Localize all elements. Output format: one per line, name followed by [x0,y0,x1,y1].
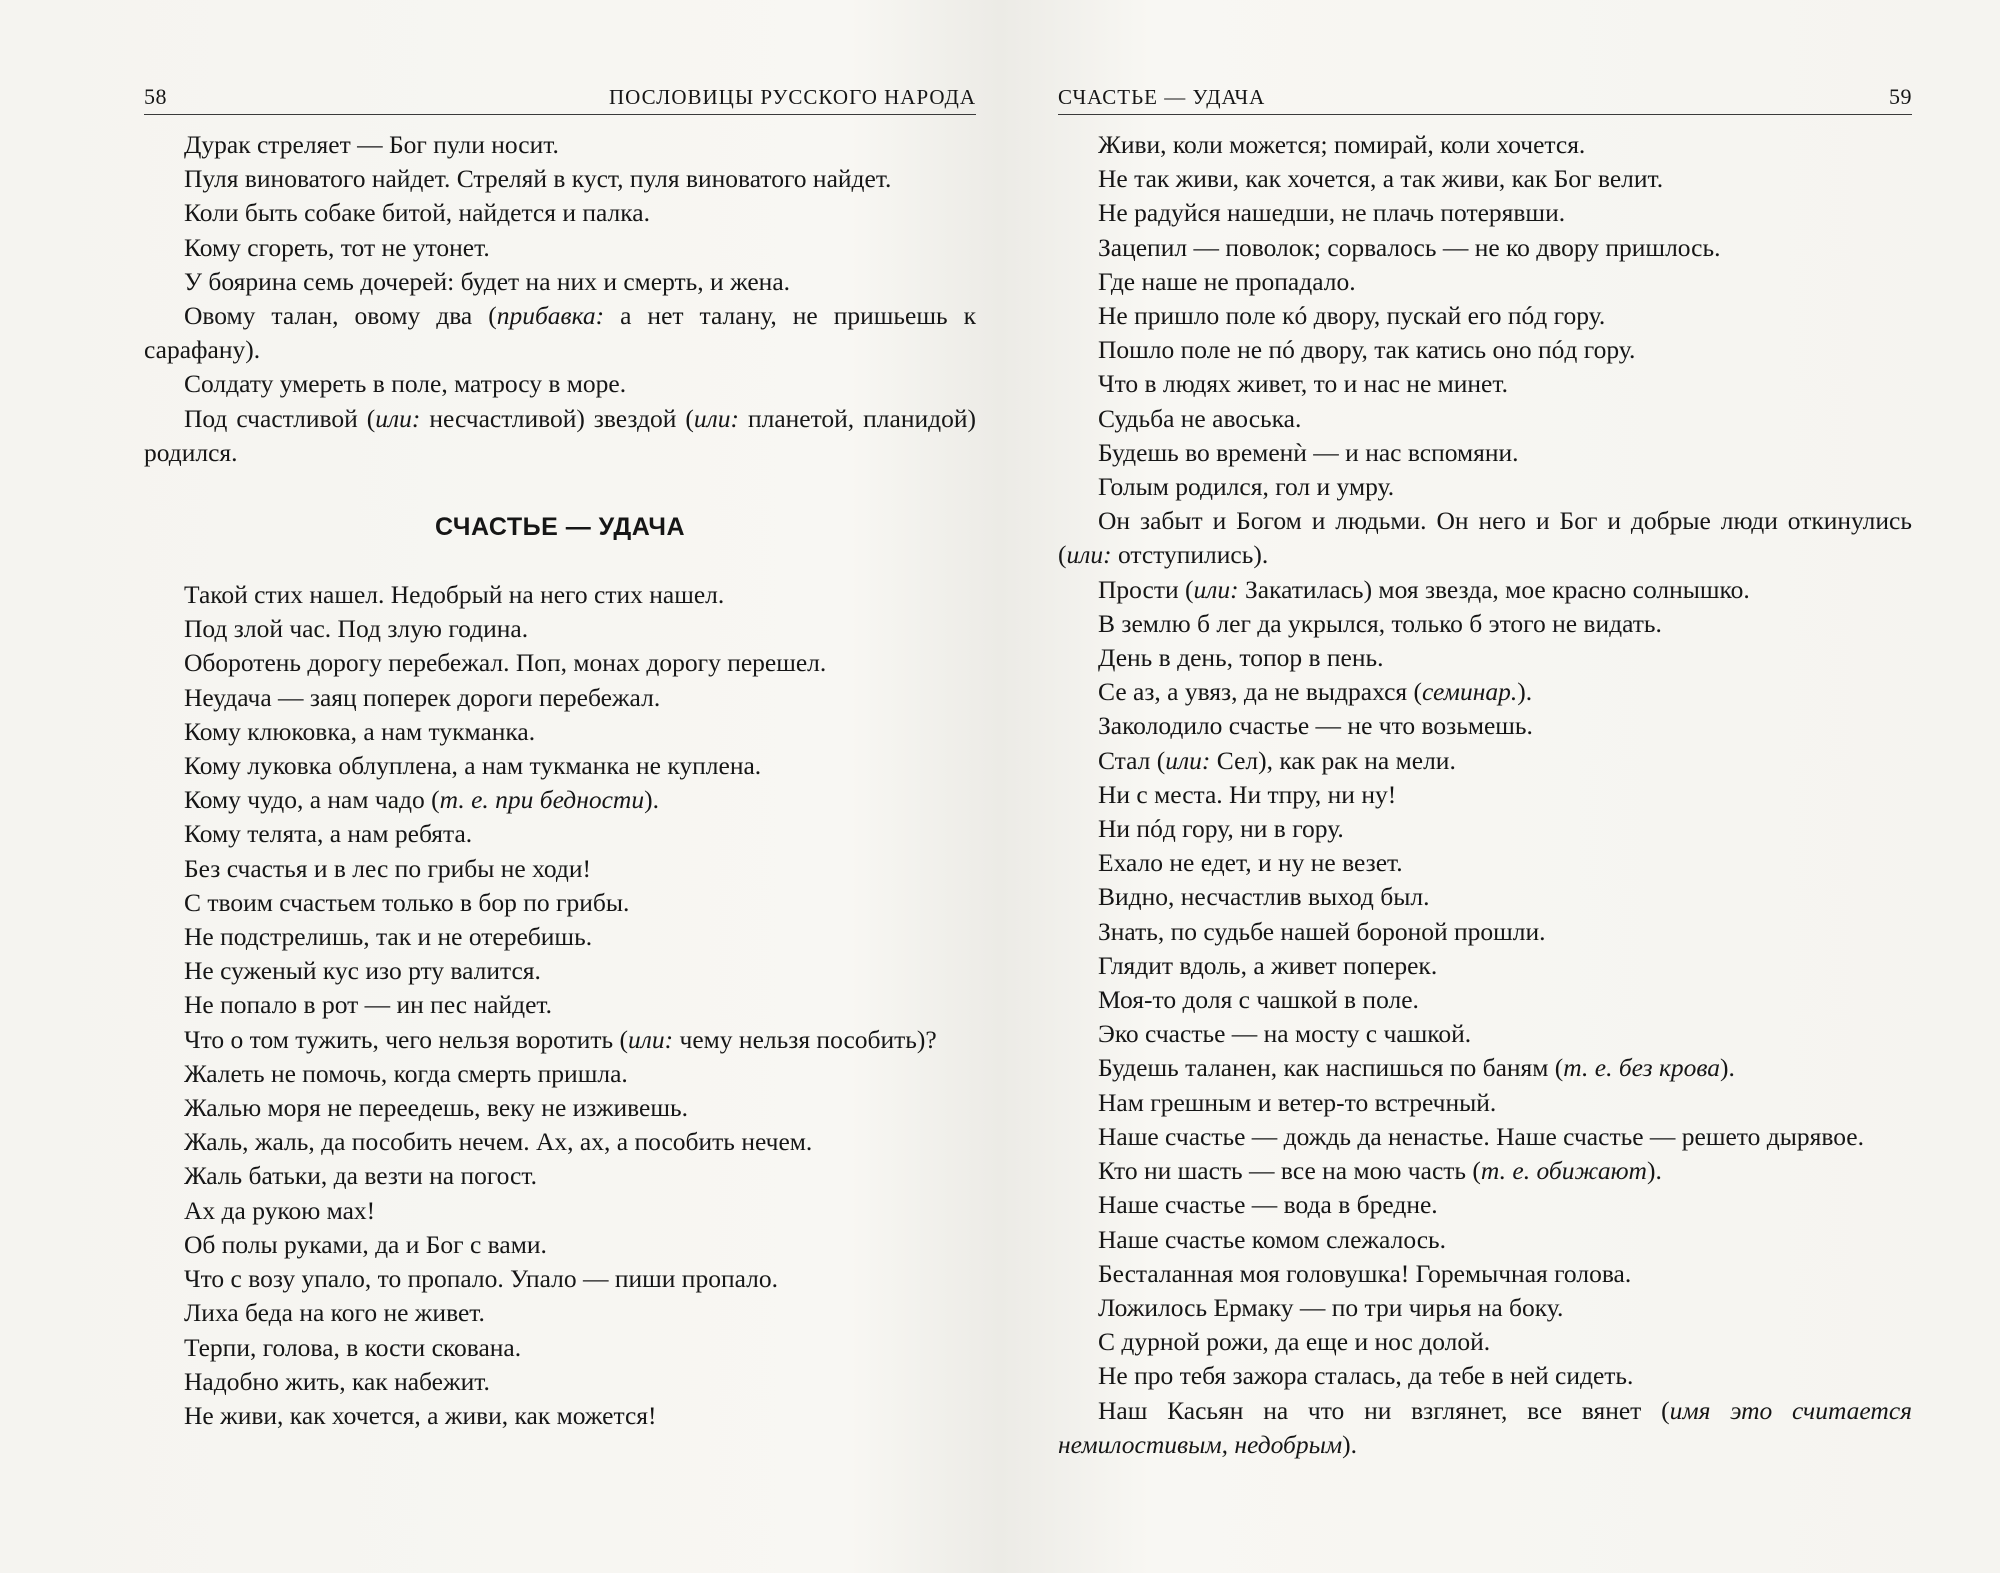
page-number: 59 [1889,84,1912,109]
italic-note: т. е. без крова [1563,1053,1721,1083]
proverb: Где наше не пропадало. [1098,266,1356,296]
proverb: Ни с места. Ни тпру, ни ну! [1098,779,1397,809]
italic-note: или: [693,403,739,433]
text: Се аз, а увяз, да не выдрахся ( [1098,677,1423,707]
proverb: Бесталанная моя головушка! Горемычная голова. [1098,1258,1632,1288]
proverb: Об полы руками, да и Бог с вами. [184,1229,547,1259]
text: ). [1720,1053,1735,1083]
proverb: В землю б лег да укрылся, только б этого не видать. [1098,608,1662,638]
proverb: Пошло поле не пó двору, так катись оно пóд гору. [1098,335,1636,365]
text: Прости ( [1098,574,1194,604]
proverb: Кому луковка облуплена, а нам тукманка не куплена. [184,751,762,781]
proverb: Кому телята, а нам ребята. [184,819,473,849]
proverb: Солдату умереть в поле, матросу в море. [184,369,627,399]
running-title: СЧАСТЬЕ — УДАЧА [1058,85,1266,109]
text: Кто ни шасть — все на мою часть ( [1098,1156,1481,1186]
italic-note: или: [1165,745,1211,775]
proverb: Глядит вдоль, а живет поперек. [1098,950,1438,980]
text: Закатилась) моя звезда, мое красно солнышко. [1238,574,1750,604]
proverb: Наше счастье — дождь да ненастье. Наше счастье — решето дырявое. [1098,1121,1864,1151]
text: Что о том тужить, чего нельзя воротить ( [184,1024,629,1054]
proverb: Не так живи, как хочется, а так живи, как Бог велит. [1098,164,1664,194]
proverb: Оборотень дорогу перебежал. Поп, монах дорогу перешел. [184,648,827,678]
text: отступились). [1111,540,1269,570]
text: ). [1342,1429,1358,1459]
text: Под счастливой ( [184,403,376,433]
proverb: Не подстрелишь, так и не отеребишь. [184,922,593,952]
italic-note: или: [628,1024,674,1054]
proverb: Кому сгореть, тот не утонет. [184,232,490,262]
proverb: У боярина семь дочерей: будет на них и смерть, и жена. [184,266,791,296]
proverb: Живи, коли можется; помирай, коли хочется. [1098,130,1586,159]
proverb: Не суженый кус изо рту валится. [184,956,541,986]
right-page [1000,0,2000,1573]
page-header [144,78,976,115]
proverb: Пуля виноватого найдет. Стреляй в куст, пуля виноватого найдет. [184,164,892,194]
proverb: Надобно жить, как набежит. [184,1366,490,1396]
proverb: Моя-то доля с чашкой в поле. [1098,985,1419,1015]
proverb: Дурак стреляет — Бог пули носит. [184,130,559,159]
proverb: Видно, несчастлив выход был. [1098,882,1430,912]
proverb: Голым родился, гол и умру. [1098,472,1395,502]
italic-note: имя это считается немилостивым, недобрым [1058,1395,1912,1459]
running-title: ПОСЛОВИЦЫ РУССКОГО НАРОДА [609,85,976,109]
proverb: Жалью моря не переедешь, веку не изживешь. [184,1093,689,1123]
proverb: Кому клюковка, а нам тукманка. [184,716,536,746]
italic-note: или: [1193,574,1239,604]
text: Наш Касьян на что ни взглянет, все вянет ( [1098,1395,1670,1425]
text: ). [1517,677,1533,707]
proverb [144,299,976,367]
spacer [144,470,976,510]
proverb [1058,1394,1912,1462]
text: ). [1646,1156,1662,1186]
proverb: Судьба не авоська. [1098,403,1302,433]
italic-note: т. е. при бедности [439,785,645,815]
text: несчастливой) звездой ( [420,403,694,433]
proverb: Что с возу упало, то пропало. Упало — пиши пропало. [184,1264,778,1294]
proverb [144,402,976,470]
spacer [144,544,976,578]
text: Будешь таланен, как наспишься по баням ( [1098,1053,1564,1083]
text: Он забыт и Богом и людьми. Он него и Бог и добрые люди откинулись ( [1058,506,1912,570]
proverb: Не про тебя зажора сталась, да тебе в ней сидеть. [1098,1361,1634,1391]
proverb: Не живи, как хочется, а живи, как можется! [184,1400,657,1430]
proverb: Знать, по судьбе нашей бороной прошли. [1098,916,1546,946]
proverb: Эко счастье — на мосту с чашкой. [1098,1019,1472,1049]
italic-note: или: [375,403,421,433]
text: Стал ( [1098,745,1166,775]
text: чему нельзя пособить)? [673,1024,937,1054]
proverb: Что в людях живет, то и нас не минет. [1098,369,1508,399]
proverb: Наше счастье — вода в бредне. [1098,1190,1438,1220]
proverb: Не радуйся нашедши, не плачь потерявши. [1098,198,1566,228]
page-header [1058,78,1912,115]
page-body [144,128,976,1433]
proverb [144,1023,976,1057]
section-title: СЧАСТЬЕ — УДАЧА [434,513,686,542]
proverb [1058,504,1912,572]
proverb: Лиха беда на кого не живет. [184,1298,485,1328]
page-number: 58 [144,84,167,109]
proverb: Терпи, голова, в кости скована. [184,1332,522,1362]
text: Кому чудо, а нам чадо ( [184,785,440,815]
proverb: Наше счастье комом слежалось. [1098,1224,1447,1254]
proverb: Ложилось Ермаку — по три чирья на боку. [1098,1292,1564,1322]
proverb: Нам грешным и ветер-то встречный. [1098,1087,1497,1117]
proverb: Ехало не едет, и ну не везет. [1098,848,1403,878]
proverb: Зацепил — поволок; сорвалось — не ко двору пришлось. [1098,232,1721,262]
text: Сел), как рак на мели. [1210,745,1456,775]
proverb [1058,675,1912,709]
text: а нет талану, не пришьешь к сарафану). [144,301,976,365]
italic-note: семинар. [1422,677,1518,707]
proverb: Жаль батьки, да везти на погост. [184,1161,537,1191]
text: ). [644,785,659,815]
proverb [1058,744,1912,778]
text: Овому талан, овому два ( [184,301,497,331]
proverb [144,783,976,817]
proverb: Такой стих нашел. Недобрый на него стих нашел. [184,580,725,610]
proverb: Жаль, жаль, да пособить нечем. Ах, ах, а пособить нечем. [184,1127,813,1157]
italic-note: т. е. обижают [1480,1156,1647,1186]
page-body [1058,128,1912,1462]
proverb [1058,1051,1912,1085]
proverb: С дурной рожи, да еще и нос долой. [1098,1327,1491,1357]
proverb: С твоим счастьем только в бор по грибы. [184,887,630,917]
text: планетой, планидой) родился. [144,403,976,467]
proverb: Не попало в рот — ин пес найдет. [184,990,552,1020]
proverb: Будешь во временѝ — и нас вспомяни. [1098,437,1519,467]
proverb [1058,1154,1912,1188]
proverb: Заколодило счастье — не что возьмешь. [1098,711,1533,741]
italic-note: прибавка: [496,301,605,331]
proverb: Жалеть не помочь, когда смерть пришла. [184,1058,628,1088]
proverb: День в день, топор в пень. [1098,643,1384,673]
proverb: Неудача — заяц поперек дороги перебежал. [184,682,661,712]
proverb: Ни пóд гору, ни в гору. [1098,814,1344,844]
proverb: Ах да рукою мах! [184,1195,376,1225]
proverb: Коли быть собаке битой, найдется и палка. [184,198,650,228]
proverb: Без счастья и в лес по грибы не ходи! [184,853,592,883]
proverb [1058,573,1912,607]
proverb: Не пришло поле кó двору, пускай его пóд гору. [1098,301,1606,331]
italic-note: или: [1066,540,1112,570]
proverb: Под злой час. Под злую година. [184,614,529,644]
